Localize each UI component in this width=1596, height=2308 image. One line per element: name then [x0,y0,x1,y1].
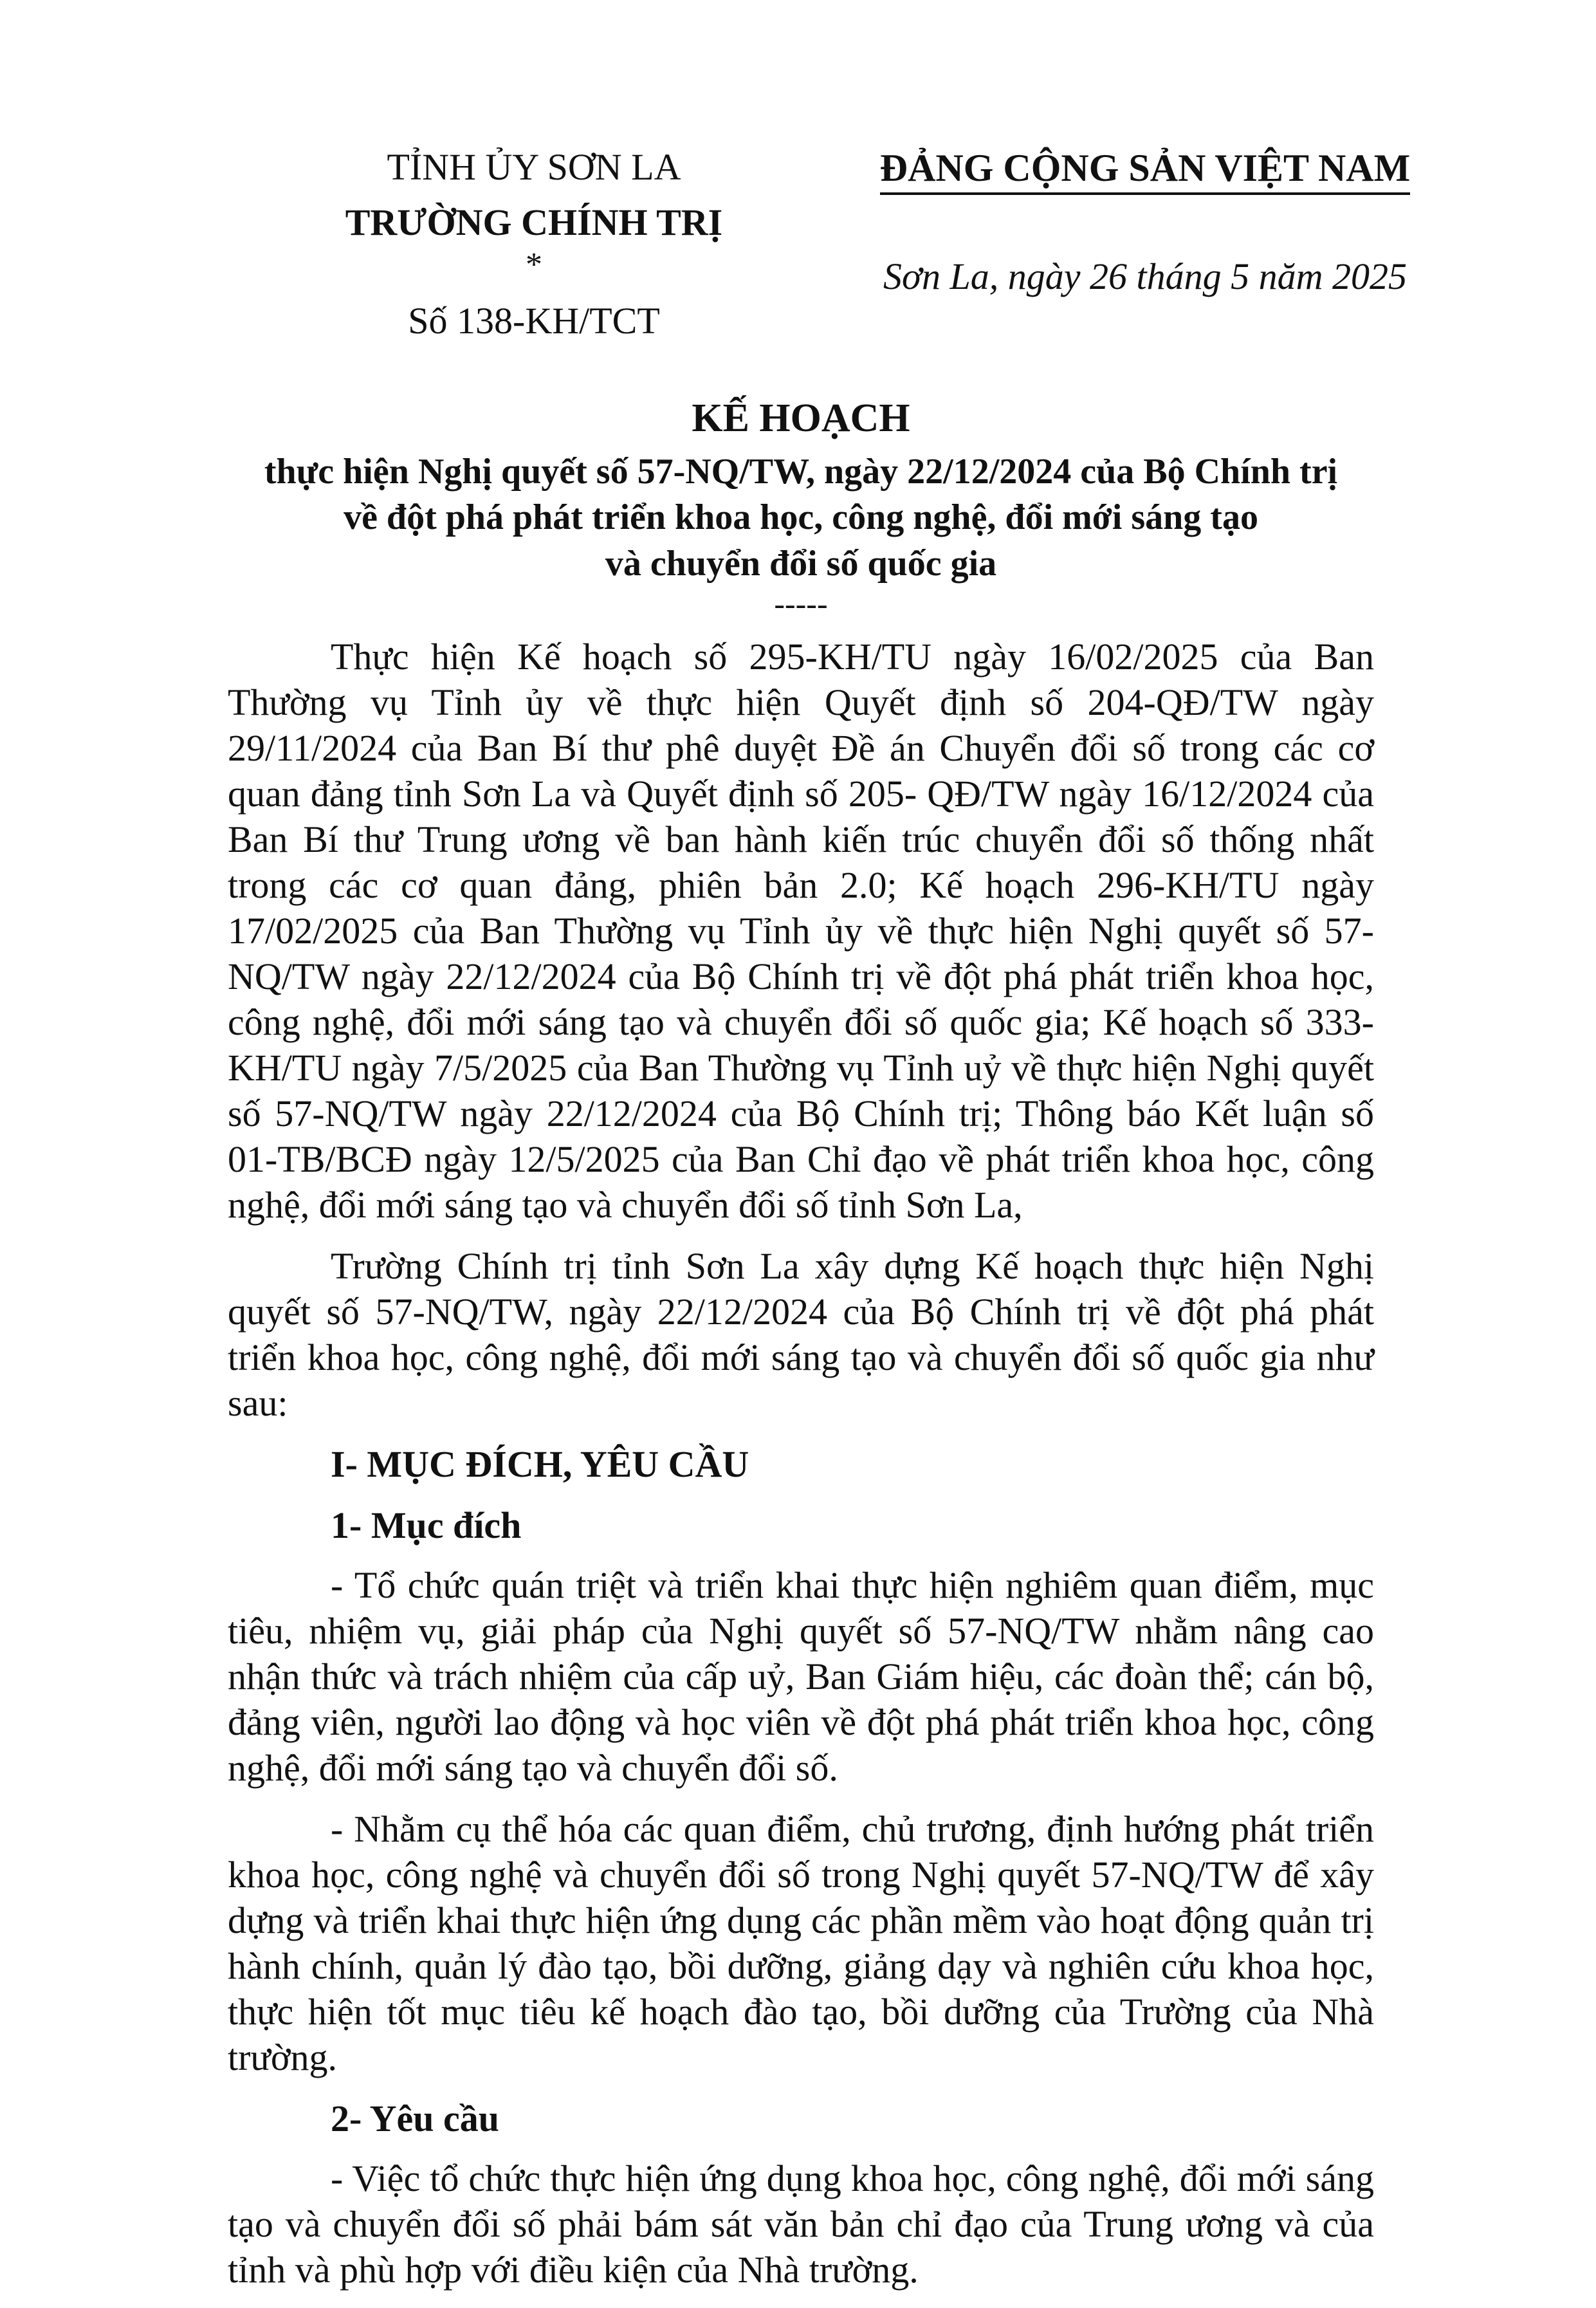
document-number: Số 138-KH/TCT [408,300,660,342]
title-main: KẾ HOẠCH [692,396,910,440]
place-date: Sơn La, ngày 26 tháng 5 năm 2025 [883,255,1407,297]
title-line-3: và chuyển đổi số quốc gia [605,543,997,584]
subsection-1-heading: 1- Mục đích [331,1504,522,1546]
party-name: ĐẢNG CỘNG SẢN VIỆT NAM [880,145,1411,195]
party-header-block [836,145,1454,299]
school-name: TRƯỜNG CHÍNH TRỊ [345,201,723,243]
purpose-statement: Trường Chính trị tỉnh Sơn La xây dựng Kế hoạch thực hiện Nghị quyết số 57-NQ/TW, ngày 22/12/2024 của Bộ Chính trị về đột phá phát triển khoa học, công nghệ, đổi mới sáng tạo và chuyển đổi số quốc gia như sau: [228,1245,1374,1424]
intro-paragraph: Thực hiện Kế hoạch số 295-KH/TU ngày 16/02/2025 của Ban Thường vụ Tỉnh ủy về thực hiện Quyết định số 204-QĐ/TW ngày 29/11/2024 của Ban Bí thư phê duyệt Đề án Chuyển đổi số trong các cơ quan đảng tỉnh Sơn La và Quyết định số 205- QĐ/TW ngày 16/12/2024 của Ban Bí thư Trung ương về ban hành kiến trúc chuyển đổi số thống nhất trong các cơ quan đảng, phiên bản 2.0; Kế hoạch 296-KH/TU ngày 17/02/2025 của Ban Thường vụ Tỉnh ủy về thực hiện Nghị quyết số 57-NQ/TW ngày 22/12/2024 của Bộ Chính trị về đột phá phát triển khoa học, công nghệ, đổi mới sáng tạo và chuyển đổi số quốc gia; Kế hoạch số 333-KH/TU ngày 7/5/2025 của Ban Thường vụ Tỉnh uỷ về thực hiện Nghị quyết số 57-NQ/TW ngày 22/12/2024 của Bộ Chính trị; Thông báo Kết luận số 01-TB/BCĐ ngày 12/5/2025 của Ban Chỉ đạo về phát triển khoa học, công nghệ, đổi mới sáng tạo và chuyển đổi số tỉnh Sơn La, [228,636,1374,1226]
purpose-item-2: - Nhằm cụ thể hóa các quan điểm, chủ trương, định hướng phát triển khoa học, công nghệ và chuyển đổi số trong Nghị quyết 57-NQ/TW để xây dựng và triển khai thực hiện ứng dụng các phần mềm vào hoạt động quản trị hành chính, quản lý đào tạo, bồi dưỡng, giảng dạy và nghiên cứu khoa học, thực hiện tốt mục tiêu kế hoạch đào tạo, bồi dưỡng của Trường của Nhà trường. [228,1808,1374,2078]
subsection-2-heading: 2- Yêu cầu [331,2098,500,2139]
requirement-item-1: - Việc tổ chức thực hiện ứng dụng khoa học, công nghệ, đổi mới sáng tạo và chuyển đổi số phải bám sát văn bản chỉ đạo của Trung ương và của tỉnh và phù hợp với điều kiện của Nhà trường. [228,2157,1374,2291]
section-1-heading: I- MỤC ĐÍCH, YÊU CẦU [331,1443,749,1485]
province-committee: TỈNH ỦY SƠN LA [387,146,681,188]
issuing-authority-block [302,145,766,344]
title-separator: ----- [774,585,828,622]
title-line-2: về đột phá phát triển khoa học, công nghệ, đổi mới sáng tạo [344,497,1258,538]
document-title [225,394,1377,620]
document-body [228,634,1374,2308]
title-line-1: thực hiện Nghị quyết số 57-NQ/TW, ngày 22/12/2024 của Bộ Chính trị [264,451,1338,492]
purpose-item-1: - Tổ chức quán triệt và triển khai thực hiện nghiêm quan điểm, mục tiêu, nhiệm vụ, giải pháp của Nghị quyết số 57-NQ/TW nhằm nâng cao nhận thức và trách nhiệm của cấp uỷ, Ban Giám hiệu, các đoàn thể; cán bộ, đảng viên, người lao động và học viên về đột phá phát triển khoa học, công nghệ, đổi mới sáng tạo và chuyển đổi số. [228,1564,1374,1789]
star-mark: * [526,246,542,284]
